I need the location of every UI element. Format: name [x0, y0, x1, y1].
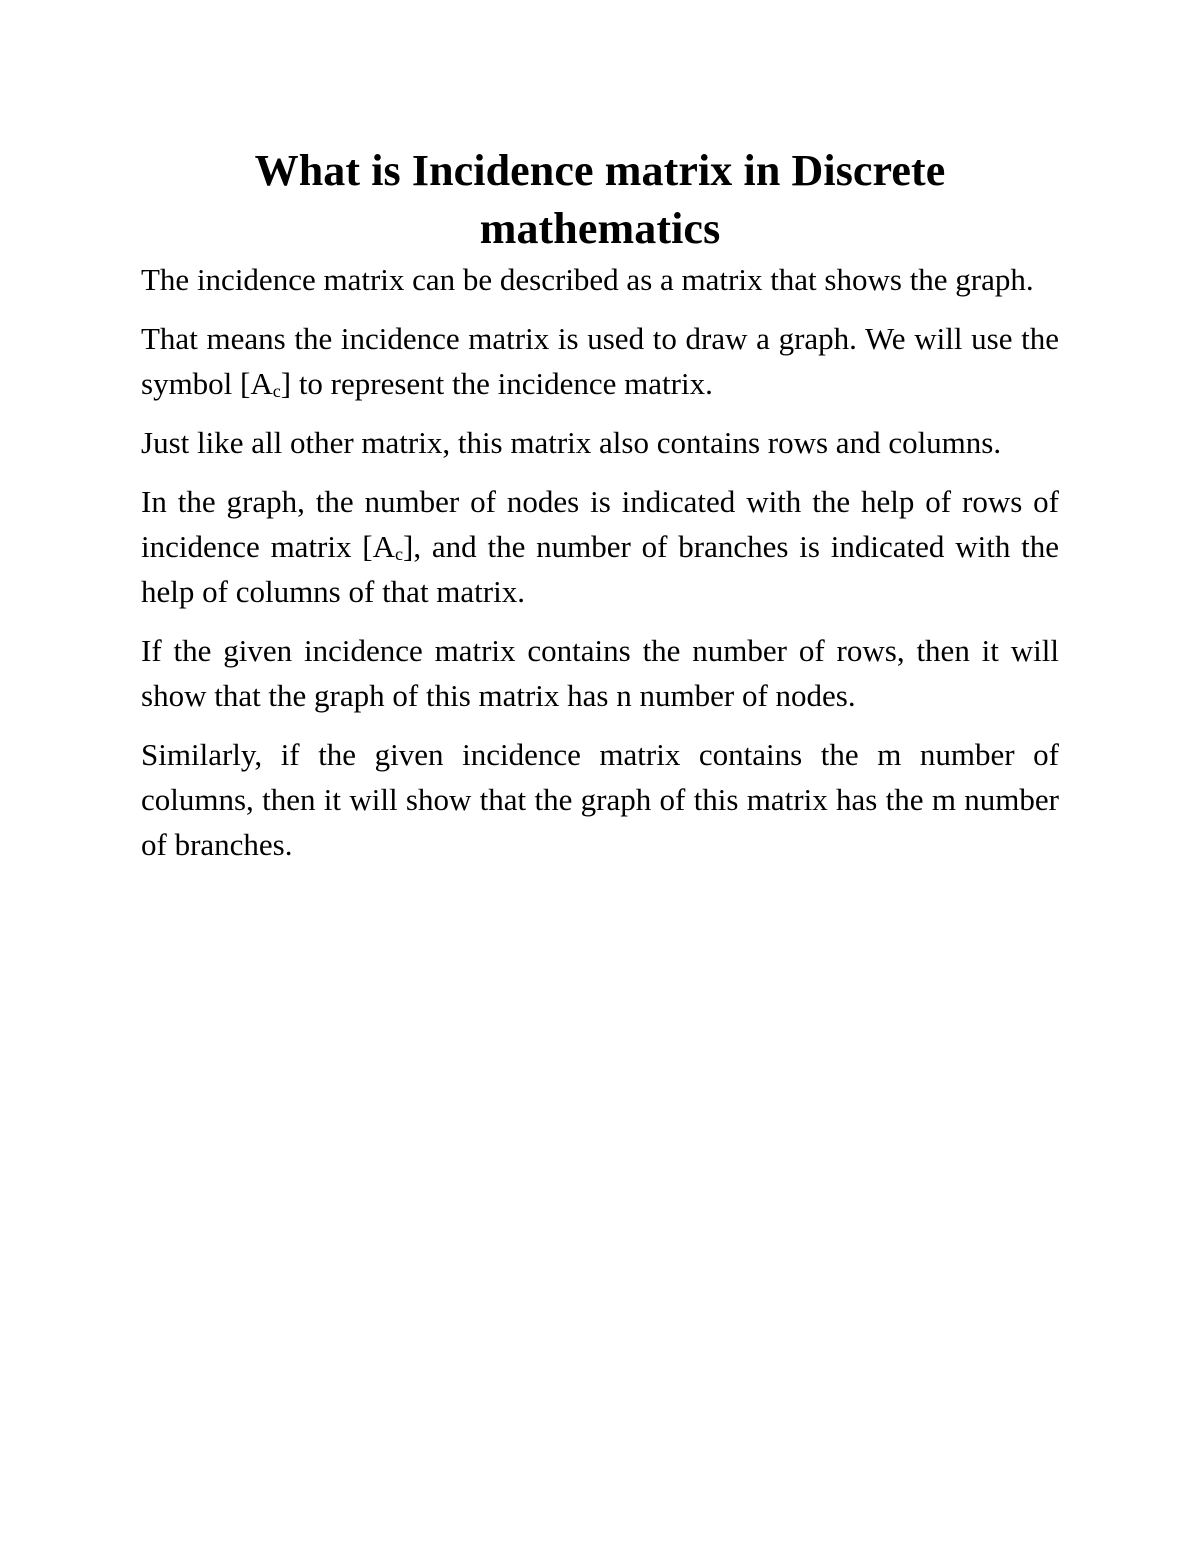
paragraph-text: That means the incidence matrix is used to draw a graph. We will use the symbol [A — [141, 321, 1059, 401]
paragraph-text: In the graph, the number of nodes is indicated with the help of rows of incidence matrix [A — [141, 484, 1059, 564]
paragraph-rows-columns — [141, 420, 1059, 465]
paragraph-text: If the given incidence matrix contains the number of rows, then it will show that the graph of this matrix has n number of nodes. — [141, 633, 1059, 713]
paragraph-definition — [141, 257, 1059, 302]
paragraph-n-nodes — [141, 628, 1059, 718]
paragraph-text: Just like all other matrix, this matrix also contains rows and columns. — [141, 425, 1002, 460]
document-body — [141, 142, 1059, 867]
subscript: c — [272, 381, 281, 401]
paragraph-symbol — [141, 316, 1059, 406]
paragraph-text: Similarly, if the given incidence matrix contains the m number of columns, then it will show that the graph of this matrix has the m number of branches. — [141, 737, 1059, 862]
subscript: c — [395, 544, 404, 564]
paragraph-text: ], and the number of branches is indicated with the help of columns of that matrix. — [141, 529, 1059, 609]
paragraph-m-branches — [141, 732, 1059, 867]
document-title: What is Incidence matrix in Discrete mathematics — [254, 146, 946, 253]
paragraph-text: The incidence matrix can be described as a matrix that shows the graph. — [141, 262, 1034, 297]
paragraph-nodes-branches — [141, 479, 1059, 614]
paragraph-text: ] to represent the incidence matrix. — [280, 366, 713, 401]
